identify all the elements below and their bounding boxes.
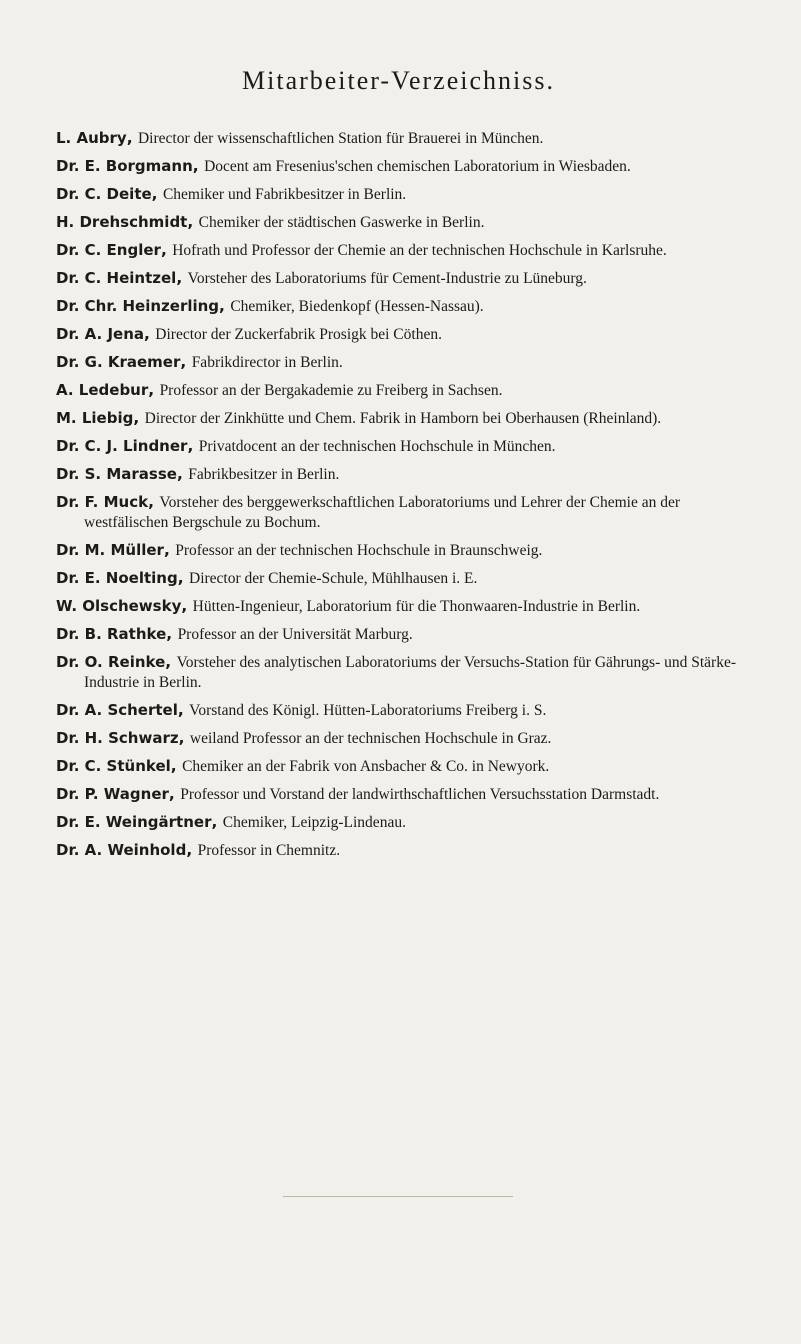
contributor-name: Dr. F. Muck <box>56 493 149 511</box>
contributor-name: Dr. E. Weingärtner <box>56 813 212 831</box>
contributor-entry <box>56 652 741 693</box>
contributor-entry <box>56 784 741 805</box>
contributor-name: Dr. S. Marasse <box>56 465 177 483</box>
contributor-name: Dr. H. Schwarz <box>56 729 179 747</box>
name-separator: , <box>219 297 231 315</box>
contributor-entry <box>56 540 741 561</box>
contributor-entry <box>56 156 741 177</box>
contributor-entry <box>56 324 741 345</box>
contributor-description: Chemiker und Fabrikbesitzer in Berlin. <box>162 186 407 203</box>
page-title: Mitarbeiter-Verzeichniss. <box>242 66 555 95</box>
name-separator: , <box>187 213 199 231</box>
contributor-entry <box>56 812 741 833</box>
name-separator: , <box>187 437 199 455</box>
name-separator: , <box>178 729 190 747</box>
name-separator: , <box>148 381 160 399</box>
contributor-description: Chemiker, Biedenkopf (Hessen-Nassau). <box>230 298 484 315</box>
name-separator: , <box>133 409 145 427</box>
contributor-name: L. Aubry <box>56 129 127 147</box>
contributor-name: H. Drehschmidt <box>56 213 188 231</box>
contributor-entry <box>56 380 741 401</box>
name-separator: , <box>166 625 178 643</box>
name-separator: , <box>176 269 188 287</box>
contributor-entry <box>56 128 741 149</box>
contributor-name: Dr. C. Heintzel <box>56 269 177 287</box>
contributor-name: Dr. O. Reinke <box>56 653 166 671</box>
contributor-name: M. Liebig <box>56 409 134 427</box>
contributor-description: Vorsteher des berggewerkschaftlichen Laboratoriums und Lehrer der Chemie an der westfälischen Bergschule zu Bochum. <box>84 494 681 531</box>
name-separator: , <box>177 701 190 719</box>
contributor-description: Professor an der Universität Marburg. <box>177 626 413 643</box>
contributor-name: Dr. A. Weinhold <box>56 841 187 859</box>
name-separator: , <box>211 813 223 831</box>
contributor-name: Dr. E. Noelting <box>56 569 178 587</box>
name-separator: , <box>176 465 189 483</box>
contributor-name: W. Olschewsky <box>56 597 182 615</box>
contributor-name: Dr. A. Jena <box>56 325 144 343</box>
contributor-description: Professor an der technischen Hochschule in Braunschweig. <box>175 542 543 559</box>
name-separator: , <box>160 241 173 259</box>
contributor-description: Hofrath und Professor der Chemie an der technischen Hochschule in Karlsruhe. <box>172 242 667 259</box>
contributor-description: Chemiker, Leipzig-Lindenau. <box>222 814 406 831</box>
contributor-name: Dr. C. Deite <box>56 185 152 203</box>
contributor-description: Fabrikdirector in Berlin. <box>191 354 343 371</box>
contributor-entry <box>56 700 741 721</box>
contributor-name: Dr. A. Schertel <box>56 701 178 719</box>
contributor-description: Professor in Chemnitz. <box>197 842 341 859</box>
name-separator: , <box>144 325 156 343</box>
contributor-description: Professor und Vorstand der landwirthschaftlichen Versuchsstation Darmstadt. <box>180 786 660 803</box>
contributor-name: Dr. G. Kraemer <box>56 353 181 371</box>
name-separator: , <box>163 541 176 559</box>
name-separator: , <box>181 597 193 615</box>
contributor-entry <box>56 240 741 261</box>
contributor-description: Director der Zinkhütte und Chem. Fabrik in Hamborn bei Oberhausen (Rheinland). <box>144 410 662 427</box>
name-separator: , <box>126 129 138 147</box>
name-separator: , <box>151 185 163 203</box>
contributor-entry <box>56 728 741 749</box>
contributor-entry <box>56 624 741 645</box>
contributor-name: Dr. C. Stünkel <box>56 757 171 775</box>
contributor-entry <box>56 296 741 317</box>
contributor-entry <box>56 492 741 533</box>
contributor-entry <box>56 408 741 429</box>
name-separator: , <box>170 757 183 775</box>
contributor-description: Hütten-Ingenieur, Laboratorium für die Thonwaaren-Industrie in Berlin. <box>192 598 641 615</box>
contributor-description: Docent am Fresenius'schen chemischen Laboratorium in Wiesbaden. <box>204 158 631 175</box>
contributor-list <box>56 128 741 861</box>
contributor-description: Privatdocent an der technischen Hochschule in München. <box>198 438 556 455</box>
contributor-entry <box>56 184 741 205</box>
contributor-description: Vorsteher des analytischen Laboratoriums der Versuchs-Station für Gährungs- und Stärke-Industrie in Berlin. <box>84 654 737 691</box>
name-separator: , <box>168 785 181 803</box>
contributor-description: Professor an der Bergakademie zu Freiberg in Sachsen. <box>159 382 503 399</box>
contributor-description: Director der Zuckerfabrik Prosigk bei Cöthen. <box>155 326 442 343</box>
contributor-entry <box>56 268 741 289</box>
contributor-description: Chemiker der städtischen Gaswerke in Berlin. <box>198 214 485 231</box>
contributor-entry <box>56 596 741 617</box>
contributor-entry <box>56 436 741 457</box>
contributor-name: Dr. C. Engler <box>56 241 161 259</box>
contributor-name: Dr. P. Wagner <box>56 785 169 803</box>
contributor-description: Director der Chemie-Schule, Mühlhausen i. E. <box>189 570 478 587</box>
name-separator: , <box>177 569 189 587</box>
contributor-description: Vorstand des Königl. Hütten-Laboratoriums Freiberg i. S. <box>189 702 547 719</box>
name-separator: , <box>165 653 177 671</box>
contributor-entry <box>56 756 741 777</box>
contributor-entry <box>56 840 741 861</box>
contributor-name: A. Ledebur <box>56 381 149 399</box>
contributor-name: Dr. B. Rathke <box>56 625 167 643</box>
contributor-description: Vorsteher des Laboratoriums für Cement-Industrie zu Lüneburg. <box>187 270 587 287</box>
contributor-name: Dr. C. J. Lindner <box>56 437 188 455</box>
name-separator: , <box>186 841 198 859</box>
name-separator: , <box>192 157 205 175</box>
contributor-description: weiland Professor an der technischen Hochschule in Graz. <box>189 730 552 747</box>
contributor-name: Dr. E. Borgmann <box>56 157 193 175</box>
contributor-name: Dr. Chr. Heinzerling <box>56 297 220 315</box>
contributor-entry <box>56 352 741 373</box>
contributor-name: Dr. M. Müller <box>56 541 164 559</box>
closing-rule <box>283 1196 513 1197</box>
contributor-description: Director der wissenschaftlichen Station für Brauerei in München. <box>137 130 544 147</box>
contributor-description: Chemiker an der Fabrik von Ansbacher & Co. in Newyork. <box>182 758 550 775</box>
contributor-entry <box>56 464 741 485</box>
name-separator: , <box>148 493 160 511</box>
contributor-entry <box>56 212 741 233</box>
contributor-entry <box>56 568 741 589</box>
contributor-description: Fabrikbesitzer in Berlin. <box>188 466 340 483</box>
name-separator: , <box>180 353 192 371</box>
